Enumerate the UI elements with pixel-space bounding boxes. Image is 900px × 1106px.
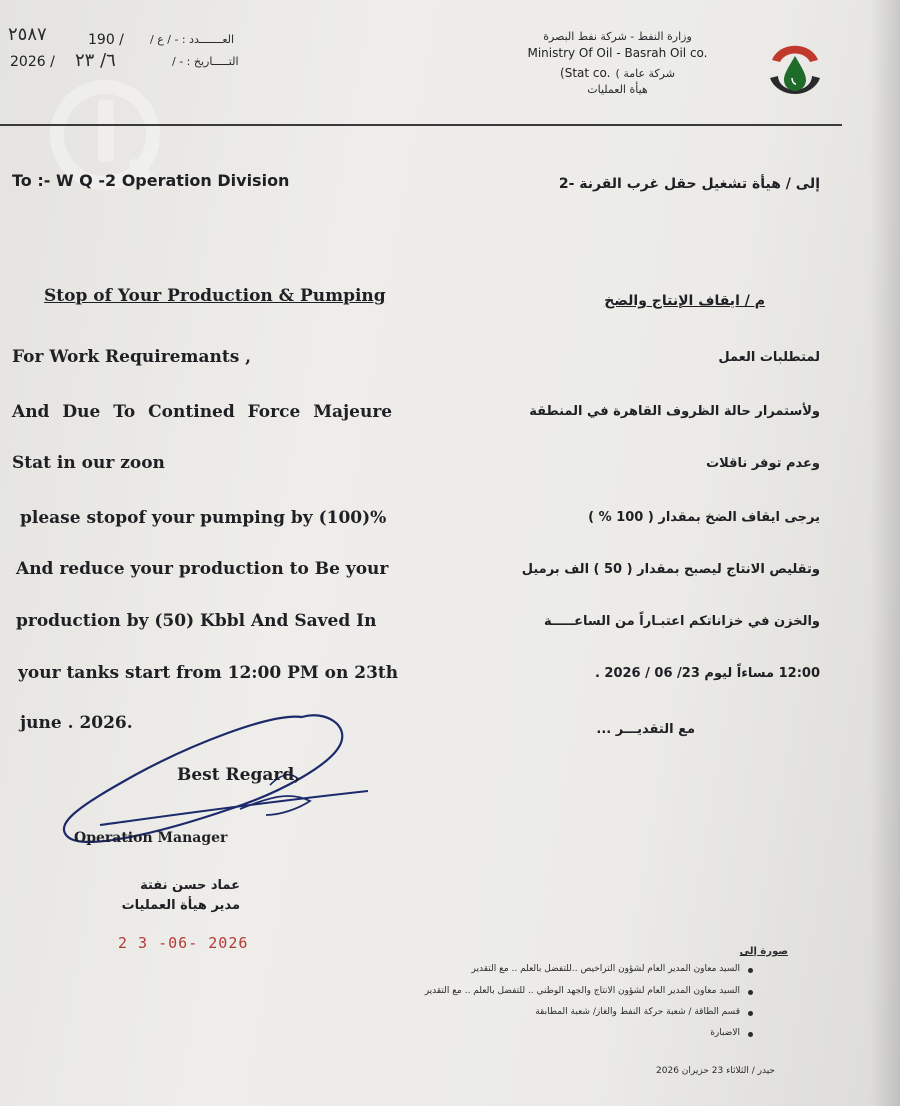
copies-heading: صورة إلى bbox=[739, 946, 788, 957]
basrah-oil-logo-icon bbox=[766, 38, 824, 106]
copies-item-4-text: الاضبارة bbox=[710, 1028, 740, 1038]
body-en-line-3: Stat in our zoon bbox=[12, 453, 165, 473]
copies-item-2-text: السيد معاون المدير العام لشؤون الانتاج والجهد الوطني .. للتفضل بالعلم .. مع التقدير bbox=[424, 986, 740, 996]
body-ar-line-3: وعدم توفر ناقلات bbox=[706, 456, 820, 471]
company-en-line2: (Stat co. bbox=[560, 66, 611, 80]
copies-item-1-text: السيد معاون المدير العام لشؤون التراخيص ..للتفضل بالعلم .. مع التقدير bbox=[471, 964, 740, 974]
body-ar-line-7: 12:00 مساءاً ليوم 23/ 06 / 2026 . bbox=[594, 666, 820, 681]
recipient-ar: إلى / هيأة تشغيل حقل غرب القرنة -2 bbox=[558, 176, 820, 192]
date-stamp: 2 3 -06- 2026 bbox=[118, 934, 249, 952]
body-ar-line-2: ولأستمرار حالة الظروف القاهرة في المنطقة bbox=[529, 404, 820, 419]
subject-ar: م / ايقاف الإنتاج والضخ bbox=[604, 293, 765, 309]
date-label: التـــــاريخ : - / bbox=[172, 55, 239, 68]
date-value: 2026 / bbox=[10, 54, 55, 70]
number-handwritten: ٢٥٨٧ bbox=[8, 24, 47, 45]
manager-title-en: Operation Manager bbox=[74, 830, 228, 846]
subject-en: Stop of Your Production & Pumping bbox=[44, 286, 386, 306]
company-block bbox=[505, 30, 730, 96]
manager-name-ar: عماد حسن نفتة bbox=[140, 878, 240, 893]
body-ar-line-4: يرجى ايقاف الضخ بمقدار ( 100 % ) bbox=[588, 510, 820, 525]
copies-item-1 bbox=[320, 964, 740, 974]
manager-title-ar: مدير هيأة العمليات bbox=[121, 898, 240, 913]
header-rule bbox=[0, 124, 842, 126]
body-en-line-8: june . 2026. bbox=[20, 713, 133, 733]
company-ar-line3: هيأة العمليات bbox=[587, 83, 648, 96]
company-en-line1: Ministry Of Oil - Basrah Oil co. bbox=[527, 46, 708, 60]
page-shadow bbox=[870, 0, 900, 1106]
bullet-3 bbox=[748, 1011, 753, 1016]
body-en-line-4: please stopof your pumping by (100)% bbox=[20, 508, 387, 528]
company-ar-line1: وزارة النفط - شركة نفط البصرة bbox=[543, 30, 692, 43]
footer-ref: حيدر / الثلاثاء 23 حزيران 2026 bbox=[656, 1066, 775, 1076]
body-ar-line-6: والخزن في خزاناتكم اعتبـاراً من الساعـــــة bbox=[544, 614, 820, 629]
body-ar-line-5: وتقليص الانتاج ليصبح بمقدار ( 50 ) الف برميل bbox=[521, 562, 820, 577]
number-value: 190 / bbox=[88, 32, 124, 48]
body-en-line-2-text: And Due To Contined Force Majeure bbox=[12, 402, 393, 422]
copies-item-3-text: قسم الطاقة / شعبة حركة النفط والغاز/ شعبة المطابقة bbox=[535, 1007, 740, 1017]
body-en-line-7: your tanks start from 12:00 PM on 23th bbox=[18, 663, 399, 683]
copies-item-3 bbox=[320, 1007, 740, 1017]
company-ar-line2: شركة عامة ) bbox=[615, 67, 675, 80]
body-en-line-2 bbox=[12, 402, 418, 422]
number-label: العـــــــدد : - / ع / bbox=[150, 33, 235, 46]
bullet-4 bbox=[748, 1032, 753, 1037]
best-regards: Best Regard, bbox=[177, 765, 301, 785]
date-handwritten: ٦/ ٢٣ bbox=[75, 50, 116, 71]
body-en-line-5: And reduce your production to Be your bbox=[16, 559, 389, 579]
body-en-line-6: production by (50) Kbbl And Saved In bbox=[16, 611, 377, 631]
bullet-1 bbox=[748, 968, 753, 973]
recipient-en: To :- W Q -2 Operation Division bbox=[12, 171, 290, 190]
copies-item-4 bbox=[320, 1028, 740, 1038]
body-en-line-1: For Work Requiremants , bbox=[12, 347, 252, 367]
copies-item-2 bbox=[320, 986, 740, 996]
body-ar-line-8: مع التقديـــر ... bbox=[596, 722, 695, 737]
body-ar-line-1: لمتطلبات العمل bbox=[718, 350, 820, 365]
bullet-2 bbox=[748, 990, 753, 995]
